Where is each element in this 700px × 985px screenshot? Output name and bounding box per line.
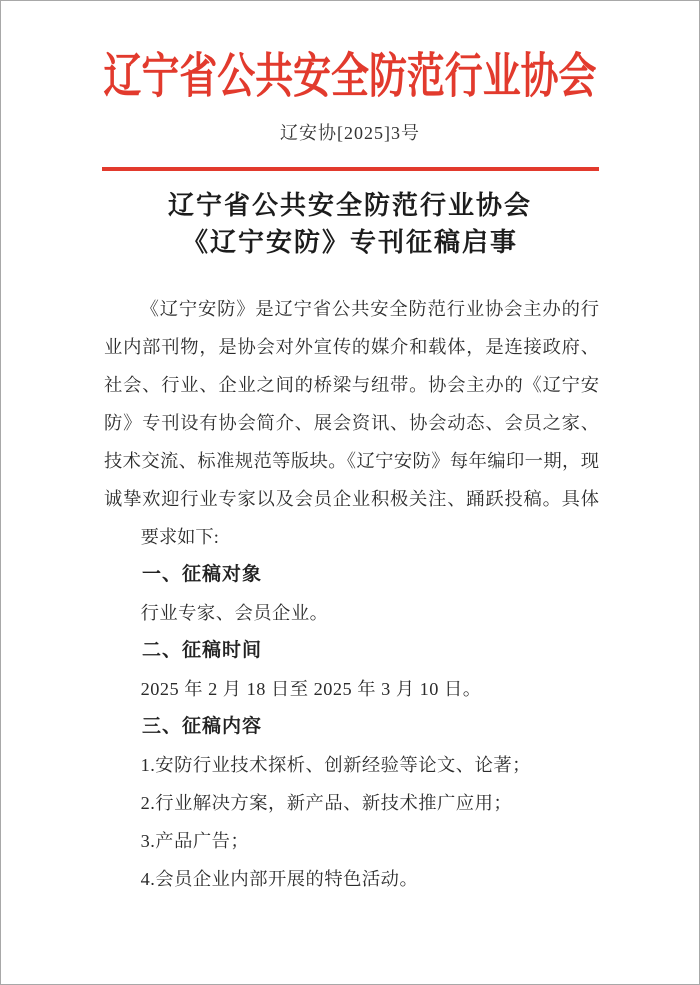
doc-title: [1, 187, 699, 261]
section-line: 1.安防行业技术探析、创新经验等论文、论著；: [140, 755, 531, 775]
red-divider-rule: [102, 167, 599, 171]
paragraph-line: 防》专刊设有协会简介、展会资讯、协会动态、会员之家、: [104, 413, 599, 433]
paragraph-line: 要求如下:: [140, 527, 219, 547]
doc-reference-number: 辽安协[2025]3号: [280, 123, 420, 143]
paragraph-line: 诚挚欢迎行业专家以及会员企业积极关注、踊跃投稿。具体: [104, 489, 599, 509]
org-masthead-title: 辽宁省公共安全防范行业协会: [103, 50, 597, 103]
doc-title-line-1: 辽宁省公共安全防范行业协会: [167, 191, 532, 220]
paragraph-line: 《辽宁安防》是辽宁省公共安全防范行业协会主办的行: [140, 299, 599, 319]
section-heading-deadline: 二、征稿时间: [142, 640, 263, 661]
paragraph-line: 社会、行业、企业之间的桥梁与纽带。协会主办的《辽宁安: [104, 375, 599, 395]
doc-title-line-2: 《辽宁安防》专刊征稿启事: [181, 228, 518, 257]
section-heading-content: 三、征稿内容: [142, 716, 263, 737]
paragraph-line: 业内部刊物，是协会对外宣传的媒介和载体，是连接政府、: [104, 337, 599, 357]
section-line: 2.行业解决方案，新产品、新技术推广应用；: [140, 793, 513, 813]
section-line: 4.会员企业内部开展的特色活动。: [140, 869, 419, 889]
section-line: 3.产品广告；: [140, 831, 250, 851]
section-line: 2025 年 2 月 18 日至 2025 年 3 月 10 日。: [140, 679, 482, 699]
section-heading-targets: 一、征稿对象: [142, 564, 263, 585]
document-body: [104, 290, 599, 898]
paragraph-line: 技术交流、标准规范等版块。《辽宁安防》每年编印一期，现: [104, 451, 599, 471]
section-line: 行业专家、会员企业。: [140, 603, 329, 623]
